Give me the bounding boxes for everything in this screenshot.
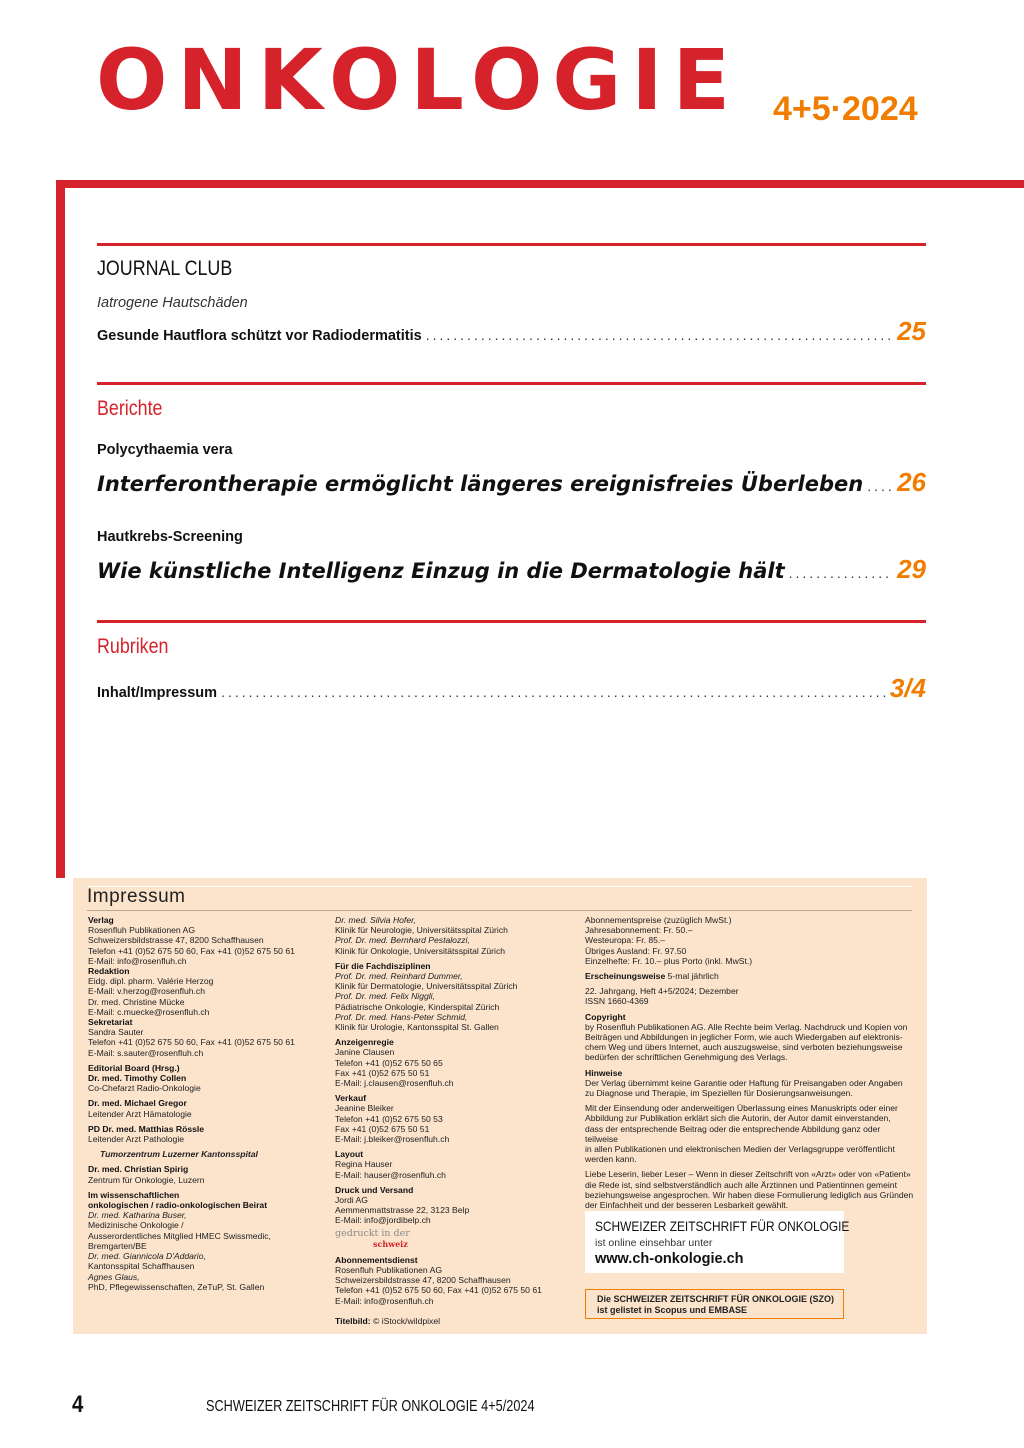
article-kicker: Polycythaemia vera	[97, 442, 233, 458]
verlag-email[interactable]: E-Mail: info@rosenfluh.ch	[88, 955, 187, 966]
redaktion-heading: Redaktion	[88, 966, 130, 977]
verkauf-line: Fax +41 (0)52 675 50 51	[335, 1123, 430, 1134]
hinweise-heading: Hinweise	[585, 1067, 623, 1078]
leserin-line: beziehungsweise angesprochen. Wir haben diese Formulierung lediglich aus Gründen	[585, 1189, 914, 1200]
section-heading-journal-club: JOURNAL CLUB	[97, 257, 233, 280]
sekretariat-email[interactable]: E-Mail: s.sauter@rosenfluh.ch	[88, 1047, 204, 1058]
einsendung-line: werden kann.	[585, 1154, 637, 1165]
dot-leader	[867, 478, 893, 494]
beirat-line: Dr. med. Giannicola D'Addario,	[88, 1251, 206, 1262]
anzeigen-line: Telefon +41 (0)52 675 50 65	[335, 1057, 443, 1068]
toc-page-number: 29	[897, 554, 926, 584]
verlag-heading: Verlag	[88, 915, 114, 925]
sekretariat-line: Telefon +41 (0)52 675 50 60, Fax +41 (0)52 675 50 61	[88, 1037, 295, 1048]
gedruckt-logo-text: gedruckt in der	[335, 1227, 410, 1239]
beirat-line: Prof. Dr. med. Bernhard Pestalozzi,	[335, 935, 470, 946]
erscheinungsweise-value: 5-mal jährlich	[665, 971, 719, 982]
toc-entry-title: Wie künstliche Intelligenz Einzug in die Dermatologie hält	[97, 559, 785, 583]
section-divider	[97, 382, 926, 385]
board-member-role: Leitender Arzt Hämatologie	[88, 1108, 192, 1119]
toc-entry-rubriken[interactable]	[97, 673, 926, 704]
hinweise-line: Der Verlag übernimmt keine Garantie oder Haftung für Preisangaben oder Angaben	[585, 1077, 903, 1088]
beirat-line: Medizinische Onkologie /	[88, 1220, 184, 1231]
verkauf-line: Jeanine Bleiker	[335, 1103, 394, 1114]
gedruckt-in-der-schweiz-logo	[335, 1229, 575, 1249]
titelbild-value: © iStock/wildpixel	[370, 1315, 441, 1326]
board-member-name: PD Dr. med. Matthias Rössle	[88, 1123, 205, 1134]
redaktion-email[interactable]: E-Mail: v.herzog@rosenfluh.ch	[88, 986, 205, 997]
beirat-heading: Im wissenschaftlichen	[88, 1189, 180, 1200]
anzeigen-heading: Anzeigenregie	[335, 1037, 394, 1048]
einsendung-line: dass der entsprechende Beitrag oder die entsprechende Abbildung ganz oder teilweise	[585, 1123, 881, 1144]
section-divider	[97, 243, 926, 246]
scopus-notice-line: ist gelistet in Scopus und EMBASE	[597, 1305, 748, 1315]
impressum-column-1	[88, 915, 328, 1292]
toc-entry-title: Interferontherapie ermöglicht längeres ereignisfreies Überleben	[97, 472, 864, 496]
board-member-role: Co-Chefarzt Radio-Onkologie	[88, 1083, 201, 1094]
layout-heading: Layout	[335, 1149, 364, 1160]
gedruckt-logo-accent: schweiz	[373, 1238, 408, 1249]
impressum-top-rule	[87, 886, 912, 887]
board-member-name: Dr. med. Michael Gregor	[88, 1098, 187, 1109]
masthead-title: ONKOLOGIE	[96, 31, 740, 129]
impressum-column-3	[585, 915, 915, 1210]
issn-line: ISSN 1660-4369	[585, 996, 649, 1007]
toc-page-number: 25	[897, 316, 926, 346]
druck-line: Jordi AG	[335, 1195, 368, 1206]
erscheinungsweise-label: Erscheinungsweise	[585, 971, 666, 982]
fachdisziplinen-heading: Für die Fachdisziplinen	[335, 960, 431, 971]
hinweise-line: zu Diagnose und Therapie, im Speziellen für Dosierungsanweisungen.	[585, 1088, 853, 1099]
verkauf-line: Telefon +41 (0)52 675 50 53	[335, 1113, 443, 1124]
jahrgang-line: 22. Jahrgang, Heft 4+5/2024; Dezember	[585, 986, 739, 997]
beirat-line: Bremgarten/BE	[88, 1240, 147, 1251]
beirat-line: Klinik für Neurologie, Universitätsspital Zürich	[335, 925, 508, 936]
beirat-line: Agnes Glaus,	[88, 1271, 140, 1282]
abo-heading: Abonnementsdienst	[335, 1254, 418, 1265]
fach-line: Prof. Dr. med. Felix Niggli,	[335, 991, 435, 1002]
sekretariat-line: Sandra Sauter	[88, 1027, 144, 1038]
section-heading-rubriken: Rubriken	[97, 635, 169, 658]
preise-line: Westeuropa: Fr. 85.–	[585, 935, 666, 946]
fach-line: Klinik für Dermatologie, Universitätsspital Zürich	[335, 981, 518, 992]
fach-line: Prof. Dr. med. Reinhard Dummer,	[335, 971, 463, 982]
board-member-role: Leitender Arzt Pathologie	[88, 1134, 185, 1145]
layout-line: Regina Hauser	[335, 1159, 393, 1170]
toc-entry-bericht-1[interactable]	[97, 467, 926, 498]
druck-email[interactable]: E-Mail: info@jordibelp.ch	[335, 1215, 431, 1226]
einsendung-line: Mit der Einsendung oder anderweitigen Überlassung eines Manuskripts oder einer	[585, 1103, 898, 1114]
copyright-line: by Rosenfluh Publikationen AG. Alle Rechte beim Verlag. Nachdruck und Kopien von	[585, 1021, 908, 1032]
preise-line: Einzelhefte: Fr. 10.– plus Porto (inkl. MwSt.)	[585, 955, 753, 966]
abo-line: Telefon +41 (0)52 675 50 60, Fax +41 (0)52 675 50 61	[335, 1285, 542, 1296]
einsendung-line: in allen Publikationen und elektronischen Medien der Verlagsgruppe veröffentlicht	[585, 1144, 895, 1155]
beirat-heading: onkologischen / radio-onkologischen Beirat	[88, 1200, 268, 1211]
fach-line: Prof. Dr. med. Hans-Peter Schmid,	[335, 1011, 468, 1022]
redaktion-line: Eidg. dipl. pharm. Valérie Herzog	[88, 976, 214, 987]
titelbild-credit	[335, 1316, 575, 1326]
article-kicker: Iatrogene Hautschäden	[97, 295, 248, 311]
druck-line: Aemmenmattstrasse 22, 3123 Belp	[335, 1205, 470, 1216]
beirat-line: Ausserordentliches Mitglied HMEC Swissmedic,	[88, 1230, 271, 1241]
fach-line: Pädiatrische Onkologie, Kinderspital Zürich	[335, 1001, 500, 1012]
toc-page-number: 3/4	[889, 673, 926, 703]
preise-line: Jahresabonnement: Fr. 50.–	[585, 925, 693, 936]
abo-line: Rosenfluh Publikationen AG	[335, 1264, 443, 1275]
page-number: 4	[72, 1391, 84, 1418]
anzeigen-line: Fax +41 (0)52 675 50 51	[335, 1067, 430, 1078]
erscheinungsweise	[585, 971, 915, 981]
dot-leader	[426, 327, 893, 343]
toc-entry-journal-club[interactable]	[97, 316, 926, 347]
dot-leader	[221, 684, 886, 700]
layout-email[interactable]: E-Mail: hauser@rosenfluh.ch	[335, 1169, 446, 1180]
verlag-line: Telefon +41 (0)52 675 50 60, Fax +41 (0)52 675 50 61	[88, 945, 295, 956]
verlag-line: Schweizersbildstrasse 47, 8200 Schaffhausen	[88, 935, 264, 946]
leserin-line: Liebe Leserin, lieber Leser – Wenn in dieser Zeitschrift von «Arzt» oder von «Patient»	[585, 1169, 911, 1180]
online-box-title: SCHWEIZER ZEITSCHRIFT FÜR ONKOLOGIE	[595, 1218, 850, 1234]
board-member-role: Zentrum für Onkologie, Luzern	[88, 1174, 205, 1185]
beirat-line: Dr. med. Silvia Hofer,	[335, 915, 416, 925]
copyright-line: bedürfen der schriftlichen Genehmigung des Verlags.	[585, 1052, 788, 1063]
online-box-subtitle: ist online einsehbar unter	[595, 1237, 713, 1249]
toc-entry-title: Inhalt/Impressum	[97, 685, 218, 701]
leserin-line: der Einfachheit und der besseren Lesbarkeit gewählt.	[585, 1200, 789, 1211]
copyright-line: Beiträgen und Abbildungen in jeglicher Form, wie auch Wiedergaben auf elektronis-	[585, 1032, 903, 1043]
impressum-rule	[87, 910, 912, 911]
abo-email[interactable]: E-Mail: info@rosenfluh.ch	[335, 1295, 434, 1306]
leserin-line: die Rede ist, sind selbstverständlich auch alle Ärztinnen und Patientinnen gemeint	[585, 1179, 897, 1190]
abo-line: Schweizersbildstrasse 47, 8200 Schaffhausen	[335, 1275, 511, 1286]
titelbild-label: Titelbild:	[335, 1315, 371, 1326]
anzeigen-line: Janine Clausen	[335, 1047, 395, 1058]
einsendung-line: Abbildung zur Publikation erklärt sich die Autorin, der Autor damit einverstanden,	[585, 1113, 891, 1124]
section-heading-berichte: Berichte	[97, 397, 163, 420]
beirat-line: PhD, Pflegewissenschaften, ZeTuP, St. Gallen	[88, 1281, 265, 1292]
preise-line: Abonnementspreise (zuzüglich MwSt.)	[585, 915, 732, 925]
issue-number: 4+5·2024	[773, 90, 918, 128]
board-member-name: Dr. med. Christian Spirig	[88, 1164, 189, 1175]
sekretariat-heading: Sekretariat	[88, 1017, 133, 1028]
redaktion-email[interactable]: E-Mail: c.muecke@rosenfluh.ch	[88, 1006, 210, 1017]
dot-leader	[789, 565, 893, 581]
copyright-line: chem Weg und übers Internet, auch auszugsweise, sind verboten beziehungsweise	[585, 1042, 903, 1053]
website-link[interactable]: www.ch-onkologie.ch	[595, 1251, 744, 1267]
section-divider	[97, 620, 926, 623]
copyright-heading: Copyright	[585, 1011, 626, 1022]
frame-left-bar	[56, 180, 65, 878]
footer-journal-title: SCHWEIZER ZEITSCHRIFT FÜR ONKOLOGIE 4+5/2024	[206, 1398, 535, 1415]
tumorzentrum-label: Tumorzentrum Luzerner Kantonsspital	[100, 1149, 258, 1160]
redaktion-line: Dr. med. Christine Mücke	[88, 996, 185, 1007]
toc-entry-bericht-2[interactable]	[97, 554, 926, 585]
anzeigen-email[interactable]: E-Mail: j.clausen@rosenfluh.ch	[335, 1078, 454, 1089]
toc-page-number: 26	[897, 467, 926, 497]
toc-entry-title: Gesunde Hautflora schützt vor Radiodermatitis	[97, 328, 422, 344]
scopus-notice-text	[597, 1294, 834, 1316]
preise-line: Übriges Ausland: Fr. 97.50	[585, 945, 687, 956]
frame-top-bar	[56, 180, 1024, 188]
beirat-line: Klinik für Onkologie, Universitätsspital Zürich	[335, 945, 506, 956]
beirat-line: Kantonsspital Schaffhausen	[88, 1261, 195, 1272]
verkauf-heading: Verkauf	[335, 1093, 367, 1104]
beirat-line: Dr. med. Katharina Buser,	[88, 1210, 187, 1221]
druck-heading: Druck und Versand	[335, 1184, 414, 1195]
verkauf-email[interactable]: E-Mail: j.bleiker@rosenfluh.ch	[335, 1134, 450, 1145]
article-kicker: Hautkrebs-Screening	[97, 529, 243, 545]
board-member-name: Dr. med. Timothy Collen	[88, 1073, 187, 1084]
board-heading: Editorial Board (Hrsg.)	[88, 1062, 180, 1073]
fach-line: Klinik für Urologie, Kantonsspital St. Gallen	[335, 1022, 499, 1033]
impressum-title: Impressum	[87, 886, 186, 907]
scopus-notice-line: Die SCHWEIZER ZEITSCHRIFT FÜR ONKOLOGIE (SZO)	[597, 1294, 834, 1304]
verlag-line: Rosenfluh Publikationen AG	[88, 925, 196, 936]
impressum-column-2	[335, 915, 575, 1326]
